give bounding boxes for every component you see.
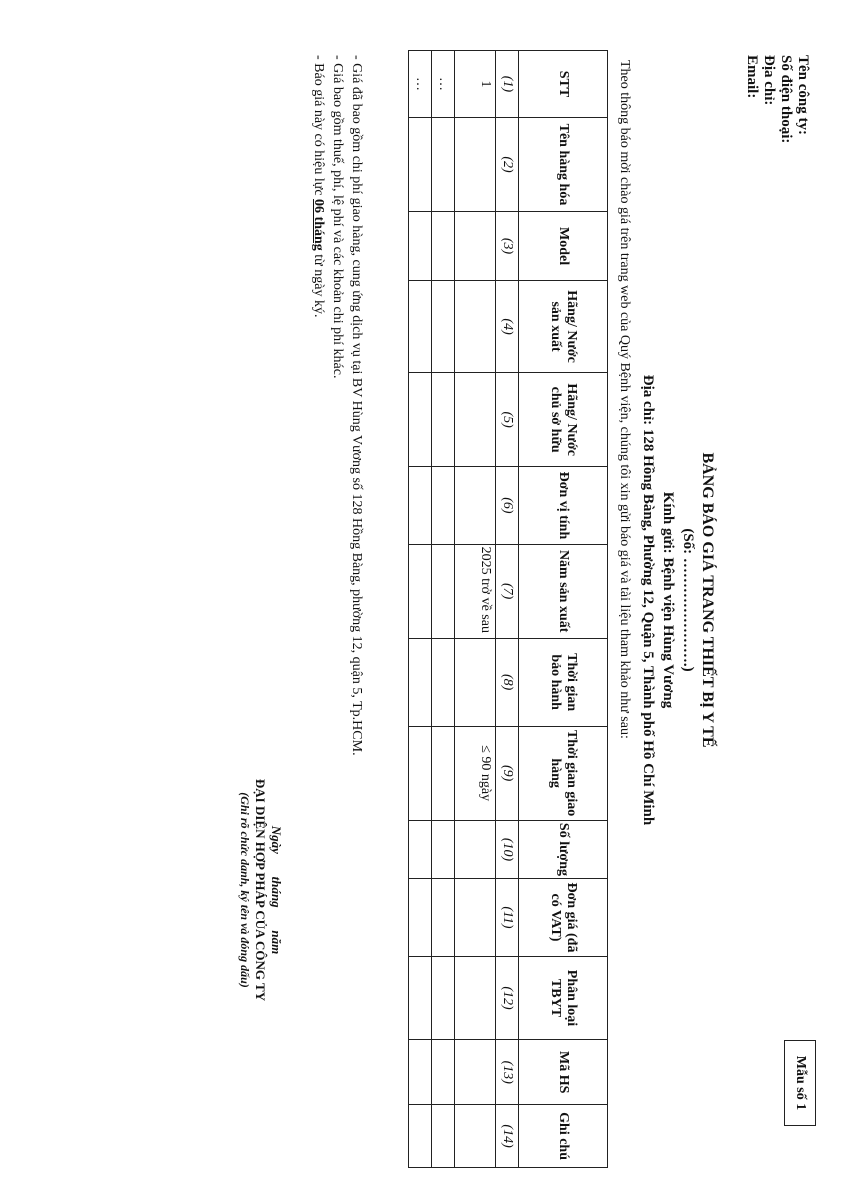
table-cell: [409, 879, 432, 956]
table-cell: [432, 281, 455, 373]
table-cell: ≤ 90 ngày: [455, 726, 496, 820]
index-cell: (5): [496, 373, 519, 467]
table-cell: [455, 638, 496, 726]
table-cell: [409, 117, 432, 211]
table-cell: [409, 281, 432, 373]
table-cell: [409, 638, 432, 726]
header-cell: Tên hàng hóa: [519, 117, 608, 211]
table-cell: [455, 820, 496, 879]
table-cell: [409, 373, 432, 467]
table-cell: [455, 1105, 496, 1168]
table-cell: [455, 879, 496, 956]
note-validity: [309, 55, 328, 756]
header-cell: Mã HS: [519, 1040, 608, 1105]
table-cell: 1: [455, 51, 496, 118]
header-cell: Số lượng: [519, 820, 608, 879]
header-cell: Hãng/ Nước chủ sở hữu: [519, 373, 608, 467]
table-row: [432, 51, 455, 1168]
table-cell: [432, 467, 455, 544]
table-cell: [455, 212, 496, 281]
recipient-address-line: Địa chỉ: 128 Hồng Bàng, Phường 12, Quận 5, Thành phố Hồ Chí Minh: [640, 374, 656, 826]
table-cell: [409, 1040, 432, 1105]
quotation-table: [408, 50, 608, 1168]
table-cell: [409, 212, 432, 281]
table-cell: …: [432, 51, 455, 118]
note-taxes-fees: - Giá bao gồm thuế, phí, lệ phí và các khoản chi phí khác.: [330, 55, 345, 379]
table-cell: 2025 trở về sau: [455, 544, 496, 638]
note-validity-period: 06 tháng: [311, 199, 326, 251]
company-info-block: [743, 55, 811, 143]
table-cell: [432, 212, 455, 281]
signature-block: [237, 690, 284, 1090]
index-cell: (6): [496, 467, 519, 544]
table-cell: [409, 956, 432, 1040]
header-cell: Đơn giá (đã có VAT): [519, 879, 608, 956]
signature-representative-title: ĐẠI DIỆN HỢP PHÁP CỦA CÔNG TY: [253, 778, 268, 1002]
index-cell: (14): [496, 1105, 519, 1168]
document-number-line: (Số: ………………….): [680, 528, 696, 672]
index-cell: (3): [496, 212, 519, 281]
intro-paragraph: Theo thông báo mời chào giá trên trang web của Quý Bệnh viện, chúng tôi xin gửi báo giá và tài liệu tham khảo như sau:: [617, 60, 632, 739]
note-delivery-cost: - Giá đã bao gồm chi phí giao hàng, cung ứng dịch vụ tại BV Hùng Vương số 128 Hồng Bàng, phường 12, quận 5, Tp.HCM.: [349, 55, 364, 756]
signature-instruction: (Ghi rõ chức danh, ký tên và đóng dấu): [238, 792, 252, 988]
header-cell: Ghi chú: [519, 1105, 608, 1168]
header-cell: Năm sản xuất: [519, 544, 608, 638]
table-cell: [432, 373, 455, 467]
index-cell: (1): [496, 51, 519, 118]
table-cell: [432, 956, 455, 1040]
table-cell: [409, 544, 432, 638]
table-cell: [409, 1105, 432, 1168]
index-cell: (12): [496, 956, 519, 1040]
company-address-label: Địa chỉ:: [761, 55, 777, 106]
table-cell: [409, 820, 432, 879]
index-cell: (4): [496, 281, 519, 373]
note-validity-suffix: từ ngày ký.: [311, 250, 326, 318]
table-cell: [432, 544, 455, 638]
table-cell: [432, 638, 455, 726]
index-cell: (9): [496, 726, 519, 820]
table-cell: [455, 467, 496, 544]
column-index-row: [496, 51, 519, 1168]
index-cell: (8): [496, 638, 519, 726]
table-cell: [409, 467, 432, 544]
table-cell: [432, 117, 455, 211]
table-cell: [432, 1105, 455, 1168]
company-email-label: Email:: [744, 55, 760, 99]
table-cell: [455, 373, 496, 467]
company-name-label: Tên công ty:: [795, 55, 811, 135]
index-cell: (7): [496, 544, 519, 638]
notes-block: [309, 55, 366, 756]
table-cell: [432, 726, 455, 820]
header-cell: Phân loại TBYT: [519, 956, 608, 1040]
header-cell: STT: [519, 51, 608, 118]
table-cell: …: [409, 51, 432, 118]
table-cell: [455, 117, 496, 211]
table-row: [409, 51, 432, 1168]
table-cell: [455, 281, 496, 373]
index-cell: (2): [496, 117, 519, 211]
document-title: BẢNG BÁO GIÁ TRANG THIẾT BỊ Y TẾ: [699, 452, 716, 748]
table-cell: [432, 879, 455, 956]
index-cell: (11): [496, 879, 519, 956]
header-cell: Thời gian giao hàng: [519, 726, 608, 820]
header-cell: Đơn vị tính: [519, 467, 608, 544]
header-cell: Model: [519, 212, 608, 281]
table-cell: [432, 1040, 455, 1105]
header-cell: Hãng/ Nước sản xuất: [519, 281, 608, 373]
company-phone-label: Số điện thoại:: [778, 55, 794, 144]
index-cell: (13): [496, 1040, 519, 1105]
signature-date-line: Ngày tháng năm: [269, 825, 284, 955]
note-validity-prefix: - Báo giá này có hiệu lực: [311, 55, 326, 200]
recipient-line: Kính gửi: Bệnh viện Hùng Vương: [660, 491, 676, 709]
table-cell: [409, 726, 432, 820]
header-cell: Thời gian bảo hành: [519, 638, 608, 726]
table-header-row: [519, 51, 608, 1168]
index-cell: (10): [496, 820, 519, 879]
table-cell: [455, 1040, 496, 1105]
form-number-box: Mẫu số 1: [784, 1040, 816, 1126]
table-cell: [432, 820, 455, 879]
table-row: [455, 51, 496, 1168]
table-cell: [455, 956, 496, 1040]
